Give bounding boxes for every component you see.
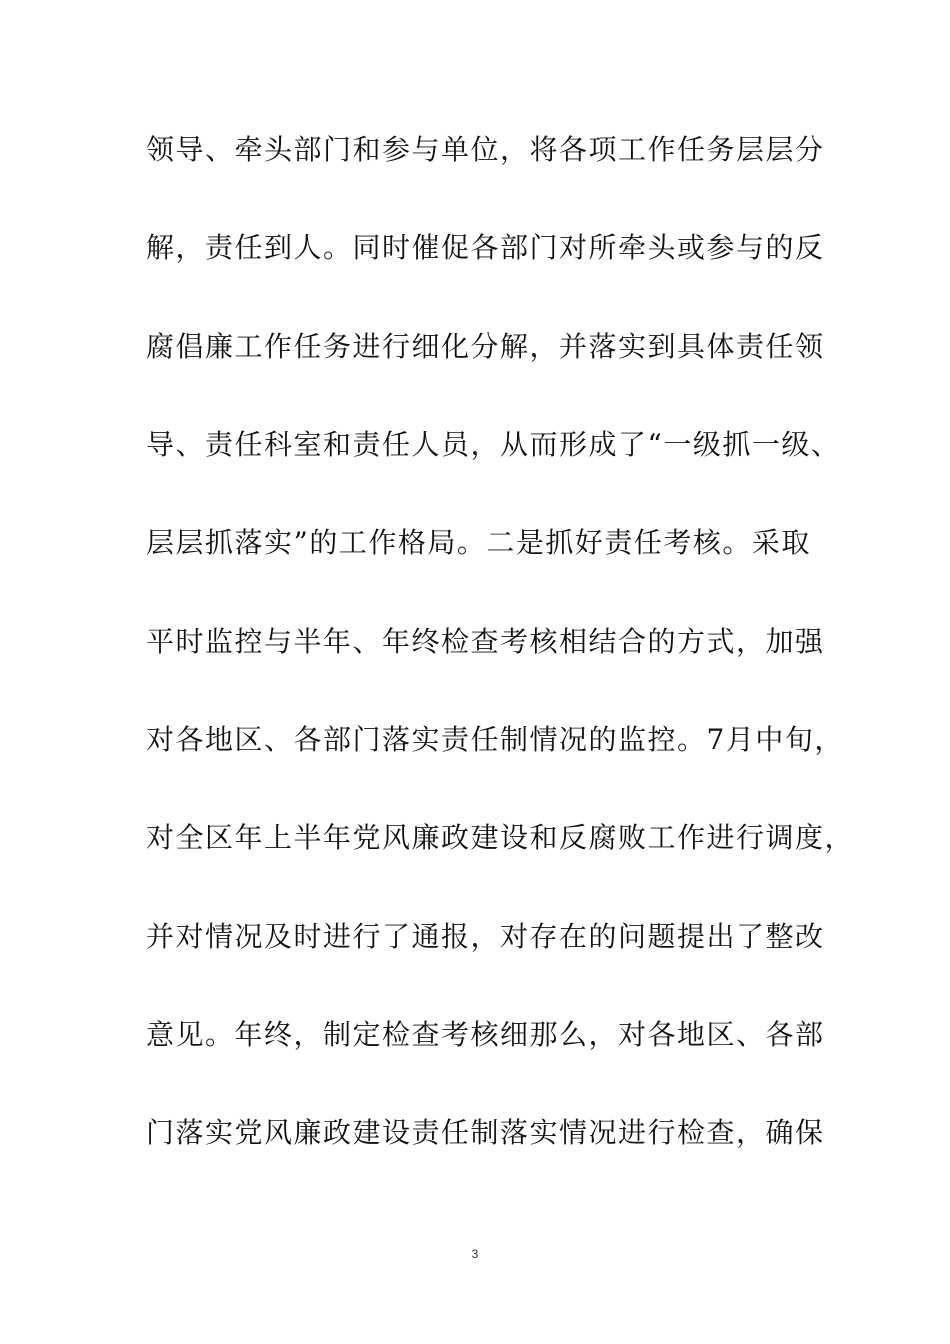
text-line: 层层抓落实”的工作格局。二是抓好责任考核。采取 — [146, 526, 811, 559]
text-line: 并对情况及时进行了通报，对存在的问题提出了整改 — [146, 920, 825, 953]
text-line: 对各地区、各部门落实责任制情况的监控。7月中旬， — [146, 723, 844, 756]
text-line: 意见。年终，制定检查考核细那么，对各地区、各部 — [146, 1018, 825, 1051]
text-line: 门落实党风廉政建设责任制落实情况进行检查，确保 — [146, 1116, 825, 1149]
text-line: 解，责任到人。同时催促各部门对所牵头或参与的反 — [146, 231, 825, 264]
text-line: 腐倡廉工作任务进行细化分解，并落实到具体责任领 — [146, 330, 825, 363]
text-line: 领导、牵头部门和参与单位，将各项工作任务层层分 — [146, 133, 825, 166]
page-number: 3 — [471, 1247, 479, 1261]
text-line: 平时监控与半年、年终检查考核相结合的方式，加强 — [146, 625, 825, 658]
text-line: 对全区年上半年党风廉政建设和反腐败工作进行调度， — [146, 821, 855, 854]
text-line: 导、责任科室和责任人员，从而形成了“一级抓一级、 — [146, 428, 841, 461]
